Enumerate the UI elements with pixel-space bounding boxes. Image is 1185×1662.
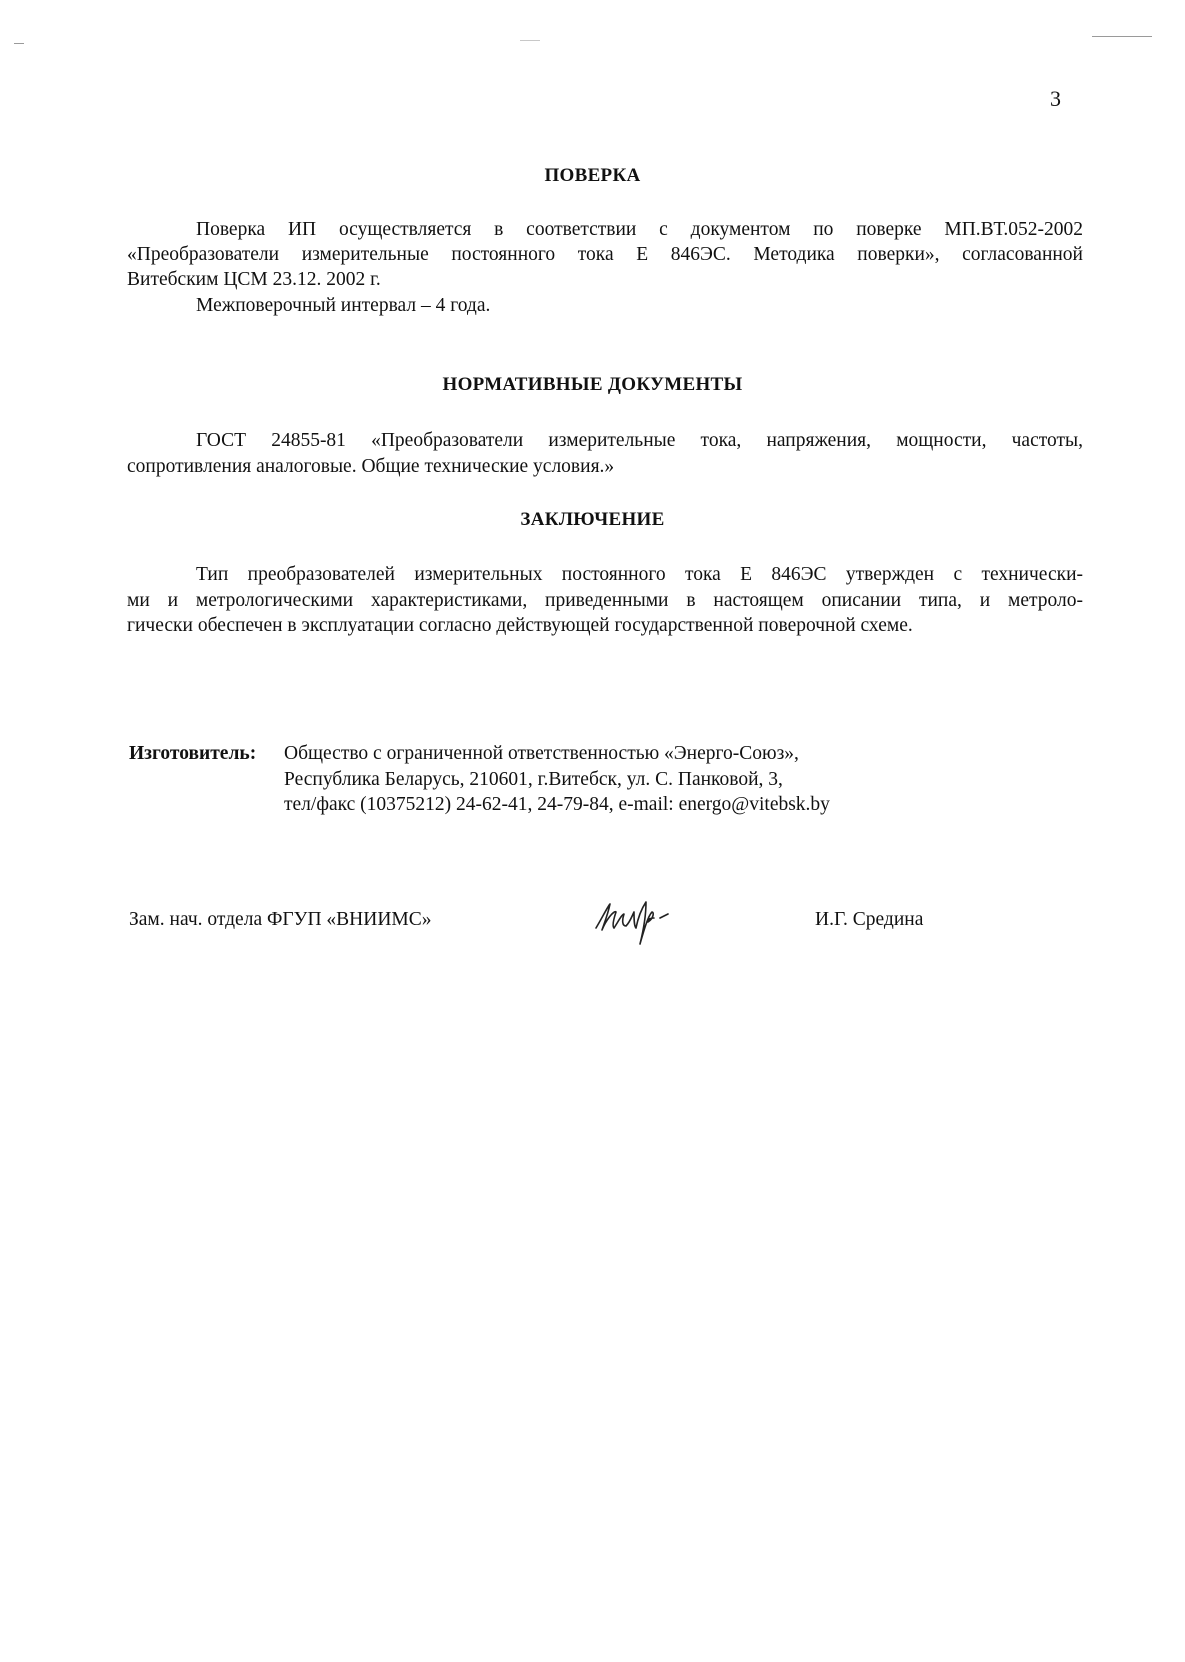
manufacturer-line-2: Республика Беларусь, 210601, г.Витебск, ул. С. Панковой, 3,: [284, 769, 783, 790]
verification-line-3: Витебским ЦСМ 23.12. 2002 г.: [127, 269, 381, 290]
normative-line-1: ГОСТ 24855-81 «Преобразователи измерительные тока, напряжения, мощности, частоты,: [196, 430, 1083, 451]
page-number: 3: [1050, 86, 1061, 111]
conclusion-line-3: гически обеспечен в эксплуатации согласно действующей государственной поверочной схеме.: [127, 615, 913, 636]
section-heading-verification: ПОВЕРКА: [544, 165, 641, 186]
signatory-position: Зам. нач. отдела ФГУП «ВНИИМС»: [129, 909, 432, 930]
normative-line-2: сопротивления аналоговые. Общие технические условия.»: [127, 456, 615, 477]
section-heading-conclusion: ЗАКЛЮЧЕНИЕ: [520, 509, 665, 530]
scan-artifact-center: [520, 40, 540, 41]
verification-interval: Межповерочный интервал – 4 года.: [196, 295, 491, 316]
verification-line-1: Поверка ИП осуществляется в соответствии с документом по поверке МП.ВТ.052-2002: [196, 219, 1083, 240]
verification-line-2: «Преобразователи измерительные постоянного тока Е 846ЭС. Методика поверки», согласованной: [127, 244, 1083, 265]
signature-icon: [592, 888, 682, 948]
section-heading-normative-documents: НОРМАТИВНЫЕ ДОКУМЕНТЫ: [442, 374, 743, 395]
signatory-name: И.Г. Средина: [815, 909, 924, 930]
manufacturer-label: Изготовитель:: [129, 743, 257, 764]
manufacturer-line-3: тел/факс (10375212) 24-62-41, 24-79-84, e-mail: energo@vitebsk.by: [284, 794, 830, 815]
conclusion-line-2: ми и метрологическими характеристиками, приведенными в настоящем описании типа, и метроло-: [127, 590, 1083, 611]
conclusion-line-1: Тип преобразователей измерительных постоянного тока Е 846ЭС утвержден с технически-: [196, 564, 1083, 585]
scan-artifact-left: [14, 43, 24, 44]
manufacturer-line-1: Общество с ограниченной ответственностью «Энерго-Союз»,: [284, 743, 799, 764]
scan-artifact-right: [1092, 36, 1152, 37]
